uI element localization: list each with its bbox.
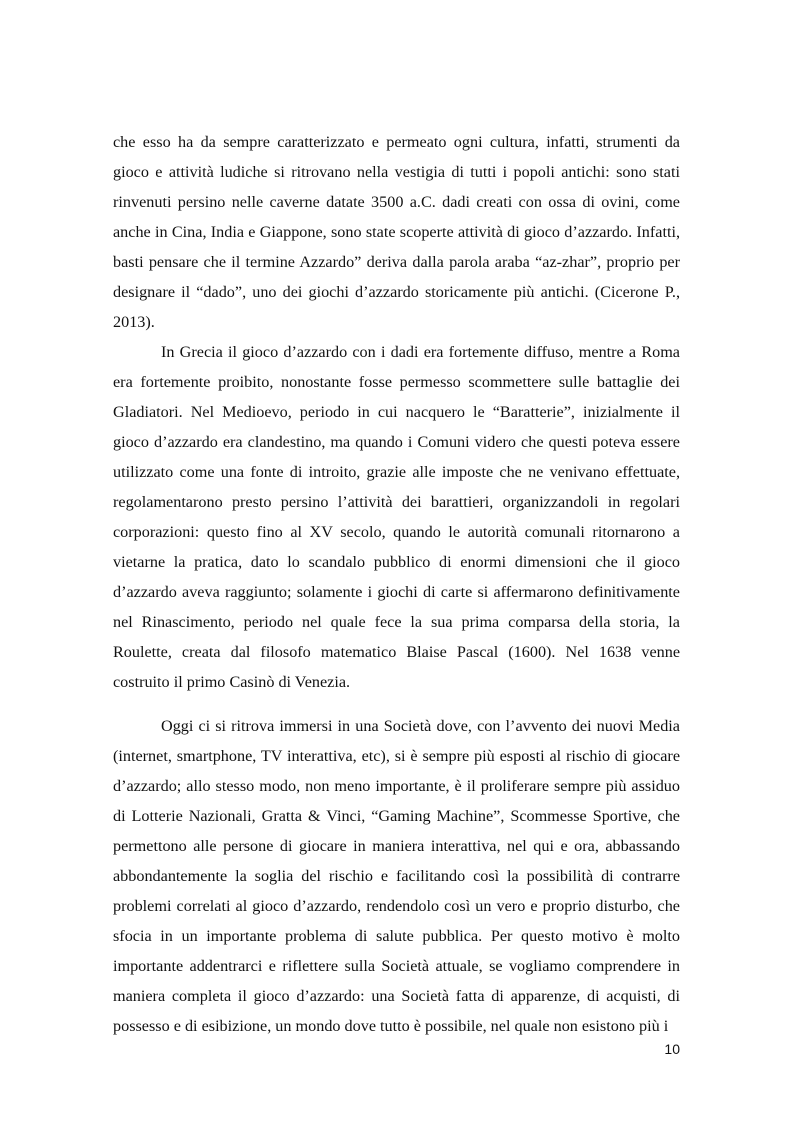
paragraph-modern-society: Oggi ci si ritrova immersi in una Società dove, con l’avvento dei nuovi Media (internet, smartphone, TV interattiva, etc), si è sempre più esposti al rischio di giocare d’azzardo; allo stesso modo, non meno importante, è il proliferare sempre più assiduo di Lotterie Nazionali, Gratta & Vinci, “Gaming Machine”, Scommesse Sportive, che permettono alle persone di giocare in maniera interattiva, nel qui e ora, abbassando abbondantemente la soglia del rischio e facilitando così la possibilità di contrarre problemi correlati al gioco d’azzardo, rendendolo così un vero e proprio disturbo, che sfocia in un importante problema di salute pubblica. Per questo motivo è molto importante addentrarci e riflettere sulla Società attuale, se vogliamo comprendere in maniera completa il gioco d’azzardo: una Società fatta di apparenze, di acquisti, di possesso e di esibizione, un mondo dove tutto è possibile, nel quale non esistono più i (113, 717, 680, 1035)
body-text (113, 127, 680, 1041)
page-number: 10 (664, 1041, 680, 1057)
paragraph-history-origins: che esso ha da sempre caratterizzato e permeato ogni cultura, infatti, strumenti da gioco e attività ludiche si ritrovano nella vestigia di tutti i popoli antichi: sono stati rinvenuti persino nelle caverne datate 3500 a.C. dadi creati con ossa di ovini, come anche in Cina, India e Giappone, sono state scoperte attività di gioco d’azzardo. Infatti, basti pensare che il termine Azzardo” deriva dalla parola araba “az-zhar”, proprio per designare il “dado”, uno dei giochi d’azzardo storicamente più antichi. (Cicerone P., 2013). (113, 133, 680, 331)
paragraph-greece-rome-medieval: In Grecia il gioco d’azzardo con i dadi era fortemente diffuso, mentre a Roma era fortemente proibito, nonostante fosse permesso scommettere sulle battaglie dei Gladiatori. Nel Medioevo, periodo in cui nacquero le “Baratterie”, inizialmente il gioco d’azzardo era clandestino, ma quando i Comuni videro che questi poteva essere utilizzato come una fonte di introito, grazie alle imposte che ne venivano effettuate, regolamentarono presto persino l’attività dei barattieri, organizzandoli in regolari corporazioni: questo fino al XV secolo, quando le autorità comunali ritornarono a vietarne la pratica, dato lo scandalo pubblico di enormi dimensioni che il gioco d’azzardo aveva raggiunto; solamente i giochi di carte si affermarono definitivamente nel Rinascimento, periodo nel quale fece la sua prima comparsa della storia, la Roulette, creata dal filosofo matematico Blaise Pascal (1600). Nel 1638 venne costruito il primo Casinò di Venezia. (113, 343, 680, 691)
